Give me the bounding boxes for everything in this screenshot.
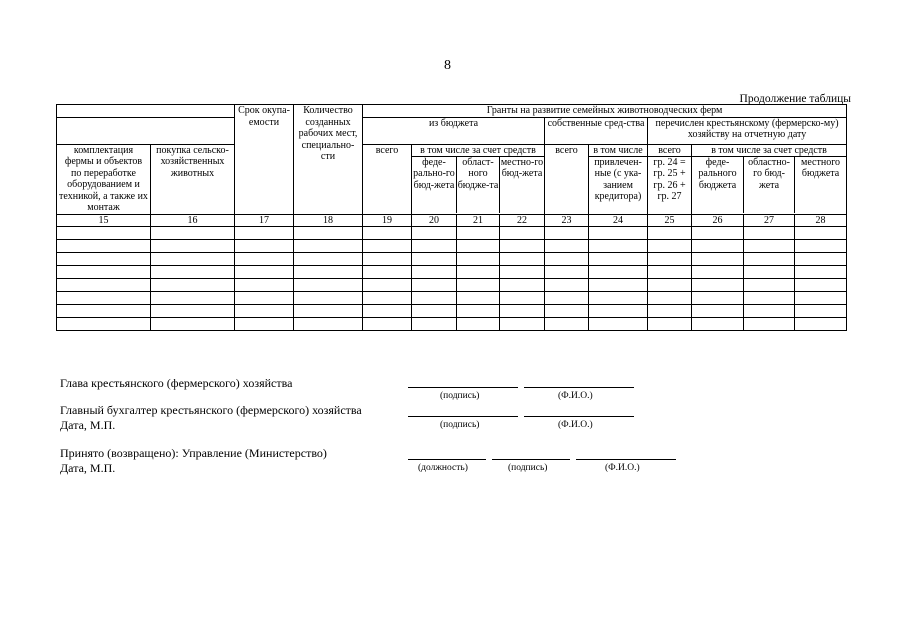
table-cell[interactable] [795, 318, 847, 331]
jobs-header: Количество созданных рабочих мест, специально-сти [294, 105, 363, 215]
signature-caption: (подпись) [508, 463, 548, 473]
signature-line[interactable] [492, 459, 570, 460]
table-cell[interactable] [457, 253, 500, 266]
table-cell[interactable] [412, 227, 457, 240]
table-cell[interactable] [795, 227, 847, 240]
table-cell[interactable] [457, 227, 500, 240]
table-cell[interactable] [363, 279, 412, 292]
table-cell[interactable] [648, 227, 692, 240]
table-cell[interactable] [795, 266, 847, 279]
table-cell[interactable] [412, 266, 457, 279]
table-cell[interactable] [363, 227, 412, 240]
table-cell[interactable] [412, 279, 457, 292]
table-cell[interactable] [744, 266, 795, 279]
table-cell[interactable] [500, 292, 545, 305]
table-cell[interactable] [500, 253, 545, 266]
federal-budget-header: феде-рально-го бюд-жета [412, 157, 457, 213]
table-cell[interactable] [151, 279, 235, 292]
table-cell[interactable] [151, 253, 235, 266]
column-number: 15 [57, 214, 151, 227]
table-cell[interactable] [151, 227, 235, 240]
table-cell[interactable] [500, 318, 545, 331]
table-cell[interactable] [692, 279, 744, 292]
table-cell[interactable] [235, 253, 294, 266]
table-cell[interactable] [589, 240, 648, 253]
table-cell[interactable] [294, 253, 363, 266]
table-cell[interactable] [457, 292, 500, 305]
accountant-signature-label: Главный бухгалтер крестьянского (фермерского) хозяйства [60, 403, 362, 417]
fio-caption: (Ф.И.О.) [558, 420, 593, 430]
table-row [57, 227, 847, 240]
table-cell[interactable] [151, 305, 235, 318]
table-cell[interactable] [412, 292, 457, 305]
budget-sources-header: в том числе за счет средств [412, 145, 544, 157]
table-cell[interactable] [589, 227, 648, 240]
table-cell[interactable] [235, 266, 294, 279]
table-cell[interactable] [294, 279, 363, 292]
including-header: в том числе [589, 145, 647, 157]
table-cell[interactable] [235, 318, 294, 331]
table-cell[interactable] [795, 253, 847, 266]
table-cell[interactable] [235, 305, 294, 318]
column-number: 24 [589, 214, 648, 227]
table-cell[interactable] [692, 266, 744, 279]
fio-line[interactable] [576, 459, 676, 460]
table-cell[interactable] [363, 266, 412, 279]
table-row [57, 266, 847, 279]
table-cell[interactable] [692, 305, 744, 318]
table-cell[interactable] [589, 279, 648, 292]
table-cell[interactable] [412, 318, 457, 331]
table-cell[interactable] [500, 279, 545, 292]
table-cell[interactable] [57, 292, 151, 305]
table-cell[interactable] [57, 305, 151, 318]
table-cell[interactable] [545, 240, 589, 253]
table-cell[interactable] [648, 318, 692, 331]
table-cell[interactable] [457, 240, 500, 253]
column-number: 22 [500, 214, 545, 227]
local-budget-header: местно-го бюд-жета [500, 156, 544, 179]
column-number: 21 [457, 214, 500, 227]
table-row [57, 305, 847, 318]
table-cell[interactable] [744, 279, 795, 292]
table-cell[interactable] [294, 305, 363, 318]
column-number: 17 [235, 214, 294, 227]
table-row [57, 292, 847, 305]
table-cell[interactable] [57, 227, 151, 240]
fio-caption: (Ф.И.О.) [558, 391, 593, 401]
table-cell[interactable] [151, 240, 235, 253]
table-cell[interactable] [648, 266, 692, 279]
table-cell[interactable] [545, 253, 589, 266]
blank-header-cell [57, 105, 235, 118]
grants-table [56, 104, 847, 331]
table-cell[interactable] [457, 279, 500, 292]
own-funds-header: собственные сред-ства [545, 117, 648, 144]
table-cell[interactable] [500, 305, 545, 318]
table-cell[interactable] [545, 305, 589, 318]
fio-line[interactable] [524, 416, 634, 417]
table-cell[interactable] [412, 305, 457, 318]
table-cell[interactable] [500, 266, 545, 279]
local-budget-header-2: местного бюджета [801, 156, 841, 179]
position-line[interactable] [408, 459, 486, 460]
fio-line[interactable] [524, 387, 634, 388]
transferred-header: перечислен крестьянскому (фермерско-му) хозяйству на отчетную дату [648, 117, 847, 144]
column-number: 19 [363, 214, 412, 227]
payback-header: Срок окупа-емости [235, 105, 294, 215]
table-cell[interactable] [294, 227, 363, 240]
table-cell[interactable] [545, 279, 589, 292]
table-cell[interactable] [795, 240, 847, 253]
table-cell[interactable] [500, 227, 545, 240]
table-cell[interactable] [545, 318, 589, 331]
table-row [57, 253, 847, 266]
table-cell[interactable] [363, 292, 412, 305]
transfer-sources-cell [692, 144, 847, 214]
transfer-sources-header: в том числе за счет средств [692, 145, 846, 157]
table-cell[interactable] [151, 292, 235, 305]
column-numbers-row [57, 214, 847, 227]
table-cell[interactable] [235, 227, 294, 240]
table-cell[interactable] [294, 266, 363, 279]
page-number: 8 [444, 58, 451, 73]
table-cell[interactable] [363, 253, 412, 266]
blank-header-cell [57, 117, 235, 144]
signature-caption: (подпись) [440, 391, 480, 401]
table-cell[interactable] [363, 305, 412, 318]
transferred-total-cell [648, 144, 692, 214]
equipment-header: комплектация фермы и объектов по переработке оборудованием и техникой, а также их монтаж [57, 144, 151, 214]
table-continuation-label: Продолжение таблицы [739, 93, 851, 105]
table-cell[interactable] [744, 253, 795, 266]
table-cell[interactable] [457, 318, 500, 331]
table-cell[interactable] [545, 266, 589, 279]
table-cell[interactable] [589, 253, 648, 266]
table-cell[interactable] [235, 240, 294, 253]
signature-line[interactable] [408, 416, 518, 417]
table-cell[interactable] [744, 240, 795, 253]
column-number: 26 [692, 214, 744, 227]
table-cell[interactable] [294, 318, 363, 331]
table-cell[interactable] [795, 292, 847, 305]
table-cell[interactable] [589, 292, 648, 305]
table-cell[interactable] [744, 227, 795, 240]
table-cell[interactable] [744, 292, 795, 305]
table-cell[interactable] [589, 305, 648, 318]
column-number: 25 [648, 214, 692, 227]
table-cell[interactable] [151, 266, 235, 279]
table-cell[interactable] [545, 292, 589, 305]
own-total-header: всего [545, 144, 589, 214]
date-stamp-label-2: Дата, М.П. [60, 461, 116, 475]
column-number: 23 [545, 214, 589, 227]
column-number: 28 [795, 214, 847, 227]
table-cell[interactable] [589, 266, 648, 279]
table-cell[interactable] [235, 292, 294, 305]
accepted-label: Принято (возвращено): Управление (Министерство) [60, 446, 327, 460]
table-cell[interactable] [412, 240, 457, 253]
regional-budget-header-2: областно-го бюд-жета [744, 157, 795, 213]
table-cell[interactable] [363, 240, 412, 253]
head-signature-label: Глава крестьянского (фермерского) хозяйства [60, 376, 293, 390]
table-cell[interactable] [57, 253, 151, 266]
table-cell[interactable] [57, 279, 151, 292]
table-cell[interactable] [692, 240, 744, 253]
budget-sources-cell [412, 144, 545, 214]
table-row [57, 279, 847, 292]
grants-header: Гранты на развитие семейных животноводческих ферм [363, 105, 847, 118]
table-cell[interactable] [648, 253, 692, 266]
table-cell[interactable] [795, 305, 847, 318]
table-cell[interactable] [57, 240, 151, 253]
table-body [57, 227, 847, 331]
attracted-header: привлечен-ные (с ука-занием кредитора) [594, 156, 642, 202]
table-row [57, 240, 847, 253]
livestock-header: покупка сельско-хозяйственных животных [151, 144, 235, 214]
signature-caption: (подпись) [440, 420, 480, 430]
position-caption: (должность) [418, 463, 468, 473]
table-row [57, 318, 847, 331]
table-cell[interactable] [457, 266, 500, 279]
table-cell[interactable] [294, 292, 363, 305]
table-cell[interactable] [589, 318, 648, 331]
signature-line[interactable] [408, 387, 518, 388]
table-cell[interactable] [692, 227, 744, 240]
table-cell[interactable] [692, 292, 744, 305]
table-cell[interactable] [363, 318, 412, 331]
table-cell[interactable] [57, 318, 151, 331]
budget-total-header: всего [363, 144, 412, 214]
column-number: 16 [151, 214, 235, 227]
table-cell[interactable] [151, 318, 235, 331]
table-cell[interactable] [692, 318, 744, 331]
fio-caption: (Ф.И.О.) [605, 463, 640, 473]
table-cell[interactable] [412, 253, 457, 266]
federal-budget-header-2: феде-рального бюджета [692, 157, 744, 213]
table-cell[interactable] [545, 227, 589, 240]
table-cell[interactable] [648, 240, 692, 253]
table-cell[interactable] [648, 279, 692, 292]
table-cell[interactable] [648, 292, 692, 305]
table-cell[interactable] [648, 305, 692, 318]
table-cell[interactable] [500, 240, 545, 253]
regional-budget-header: област-ного бюдже-та [457, 157, 500, 213]
table-cell[interactable] [235, 279, 294, 292]
column-number: 18 [294, 214, 363, 227]
attracted-cell [589, 144, 648, 214]
formula-header: гр. 24 = гр. 25 + гр. 26 + гр. 27 [653, 156, 686, 202]
column-number: 20 [412, 214, 457, 227]
table-cell[interactable] [744, 318, 795, 331]
column-number: 27 [744, 214, 795, 227]
from-budget-header: из бюджета [363, 117, 545, 144]
table-cell[interactable] [744, 305, 795, 318]
table-cell[interactable] [57, 266, 151, 279]
date-stamp-label: Дата, М.П. [60, 418, 116, 432]
table-cell[interactable] [294, 240, 363, 253]
table-cell[interactable] [795, 279, 847, 292]
table-cell[interactable] [692, 253, 744, 266]
transferred-total-header: всего [648, 145, 691, 157]
table-cell[interactable] [457, 305, 500, 318]
